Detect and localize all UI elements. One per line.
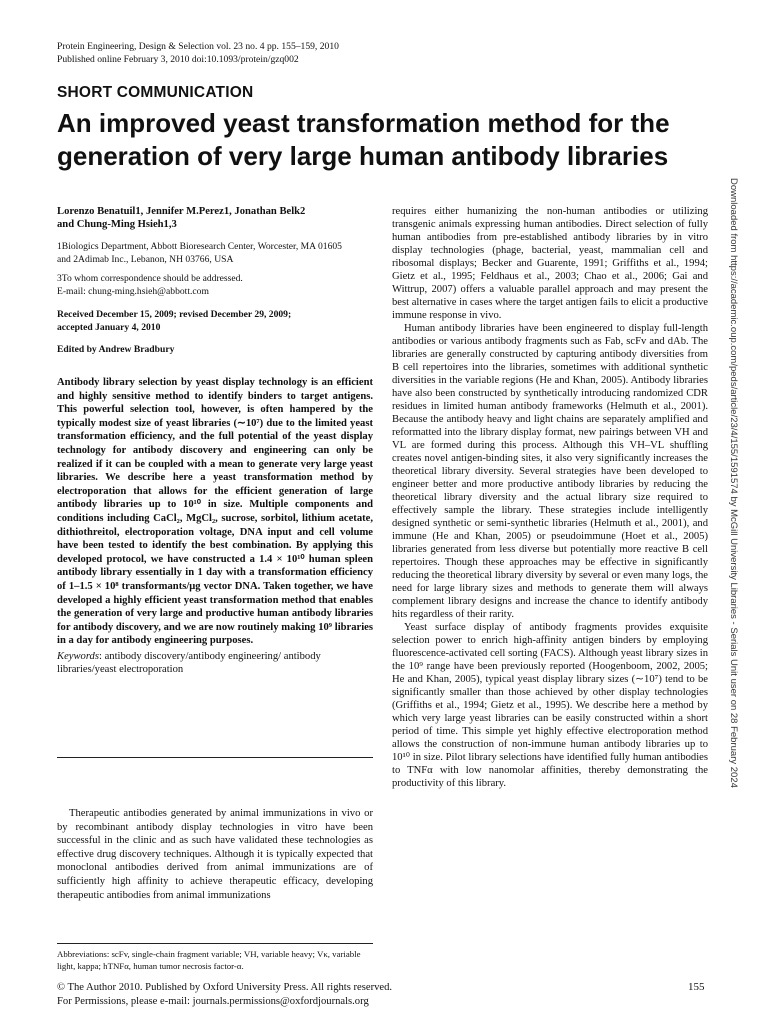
abbreviations-divider: [57, 943, 373, 944]
correspondence: [57, 272, 373, 298]
dates-line-1: Received December 15, 2009; revised December 29, 2009;: [57, 309, 292, 320]
authors-line-1: Lorenzo Benatuil1, Jennifer M.Perez1, Jonathan Belk2: [57, 206, 306, 217]
affiliation-line-1: 1Biologics Department, Abbott Bioresearch Center, Worcester, MA 01605: [57, 241, 342, 252]
keywords: [57, 650, 373, 676]
article-title: [57, 107, 697, 173]
download-notice: Downloaded from https://academic.oup.com/peds/article/23/4/155/1591574 by McGill University Libraries - Serials Unit user on 28 February 2024: [728, 178, 739, 788]
right-paragraph-1: requires either humanizing the non-human antibodies or utilizing transgenic animals expressing human antibodies. Direct selection of fully human antibodies from pre-established antibody libraries by in vitro display technologies (phage, bacterial, yeast, mammalian cell and ribosomal displays; Becker and Guarente, 1991; Griffiths et al., 1994; Gietz et al., 1995; Feldhaus et al., 2003; Chao et al., 2006; Gai and Wittrup, 2007) offers a valuable parallel approach and may present the best alternative in cases where the target antigen fails to elicit a productive immune response in vivo.: [392, 206, 708, 321]
correspondence-note: 3To whom correspondence should be addressed.: [57, 273, 243, 284]
left-column-front-matter: [57, 205, 373, 676]
permissions-line: For Permissions, please e-mail: journals.permissions@oxfordjournals.org: [57, 996, 369, 1007]
abstract: Antibody library selection by yeast display technology is an efficient and highly sensitive method to identify binders to target antigens. This powerful selection tool, however, is often hampered by the typically modest size of yeast libraries (∼10⁷) due to the limited yeast transformation efficiency, and the full potential of the yeast display technology for antibody discovery and engineering can only be realized if it can be coupled with a mean to generate very large yeast libraries. We describe here a yeast transformation method by electroporation that allows for the efficient generation of large antibody libraries up to 10¹⁰ in size. Multiple components and conditions including CaCl₂, MgCl₂, sucrose, sorbitol, lithium acetate, dithiothreitol, electroporation voltage, DNA input and cell volume have been tested to identify the best combination. By applying this developed protocol, we have constructed a 1.4 × 10¹⁰ human spleen antibody library essentially in 1 day with a transformation efficiency of 1–1.5 × 10⁸ transformants/μg vector DNA. Taken together, we have developed a highly efficient yeast transformation method that enables the generation of very large and productive human antibody libraries for antibody discovery, and we are now routinely making 10⁹ libraries in a day for antibody engineering purposes.: [57, 377, 373, 647]
right-paragraph-2: Human antibody libraries have been engineered to display full-length antibodies or various antibody fragments such as Fab, scFv and dAb. The libraries are generally constructed by capturing antibody diversities from B cell repertoires into the libraries, sometimes with additional synthetic diversities in the variable regions (He and Khan, 2005). Antibody libraries have also been constructed by synthetically introducing randomized CDR residues in limited human antibody frameworks (Helmuth et al., 2001). Because the antibody heavy and light chains are separately amplified and reformatted into the library display format, new pairings between VH and VL are formed during this process. Although this VH–VL shuffling creates novel antigen-binding sites, it also very significantly increases the theoretical library diversity. Several strategies have been developed to engineer better and more productive antibody libraries by reducing the theoretical library diversity and the actual library size required to effectively sample the library. These strategies include intelligently designed synthetic or semi-synthetic libraries (Helmuth et al., 2001), and immune (He and Khan, 2005) or pseudoimmune (Hoet et al., 2005) libraries generated from less diverse but potentially more reactive B cell repertoires. Though these approaches may be effective in significantly reducing the theoretical library diversity by several or even many logs, the need for large library sizes and methods to generate them will always complement library designs and increase the chance to identify antibody hits regardless of their rarity.: [392, 323, 708, 620]
title-line-1: An improved yeast transformation method for the: [57, 108, 670, 138]
title-line-2: generation of very large human antibody libraries: [57, 141, 669, 171]
page-footer: [57, 981, 697, 1009]
download-sidebar: [728, 178, 748, 858]
history-dates: [57, 308, 373, 334]
journal-doi: Published online February 3, 2010 doi:10.1093/protein/gzq002: [57, 54, 299, 65]
keywords-text: : antibody discovery/antibody engineering/ antibody libraries/yeast electroporation: [57, 650, 321, 675]
introduction-left: [57, 807, 373, 902]
keywords-label: Keywords: [57, 650, 99, 662]
journal-header: [57, 40, 597, 66]
right-column-body: [392, 205, 708, 790]
authors-line-2: and Chung-Ming Hsieh1,3: [57, 219, 177, 230]
section-label: SHORT COMMUNICATION: [57, 84, 254, 101]
author-list: [57, 205, 373, 231]
abbreviations-note: Abbreviations: scFv, single-chain fragment variable; VH, variable heavy; Vκ, variable light, kappa; hTNFα, human tumor necrosis factor-α.: [57, 949, 361, 971]
page-number: 155: [688, 981, 705, 993]
affiliations: [57, 240, 373, 266]
affiliation-line-2: and 2Adimab Inc., Lebanon, NH 03766, USA: [57, 254, 234, 265]
correspondence-email[interactable]: E-mail: chung-ming.hsieh@abbott.com: [57, 286, 209, 297]
right-paragraph-3: Yeast surface display of antibody fragments provides exquisite selection power to enrich high-affinity antigen binders by employing fluorescence-activated cell sorting (FACS). Although yeast library sizes in the 10⁹ range have been previously reported (Hoogenboom, 2002, 2005; He and Khan, 2005), typical yeast display library sizes (∼10⁷) tend to be significantly smaller than those achieved by other display technologies (Griffiths et al., 1994; Gietz et al., 1995). We describe here a method by which very large yeast libraries can be easily constructed within a short period of time. This simple yet highly effective electroporation method allows the construction of non-immune human antibody libraries up to 10¹⁰ in size. Pilot library selections have identified fully human antibodies to TNFα with low nanomolar affinities, thereby demonstrating the productivity of this library.: [392, 622, 708, 789]
dates-line-2: accepted January 4, 2010: [57, 322, 161, 333]
abstract-divider: [57, 757, 373, 758]
journal-citation: Protein Engineering, Design & Selection vol. 23 no. 4 pp. 155–159, 2010: [57, 41, 339, 52]
edited-by: Edited by Andrew Bradbury: [57, 344, 175, 355]
intro-paragraph: Therapeutic antibodies generated by animal immunizations in vivo or by recombinant antibody display technologies in vitro have been successful in the clinic and as such have validated these technologies as effective drug discovery techniques. Although it is typically expected that monoclonal antibodies derived from animal immunizations are of sufficiently high affinity to achieve therapeutic efficacy, developing therapeutic antibodies from animal immunizations: [57, 808, 373, 901]
copyright-line: © The Author 2010. Published by Oxford University Press. All rights reserved.: [57, 982, 393, 993]
